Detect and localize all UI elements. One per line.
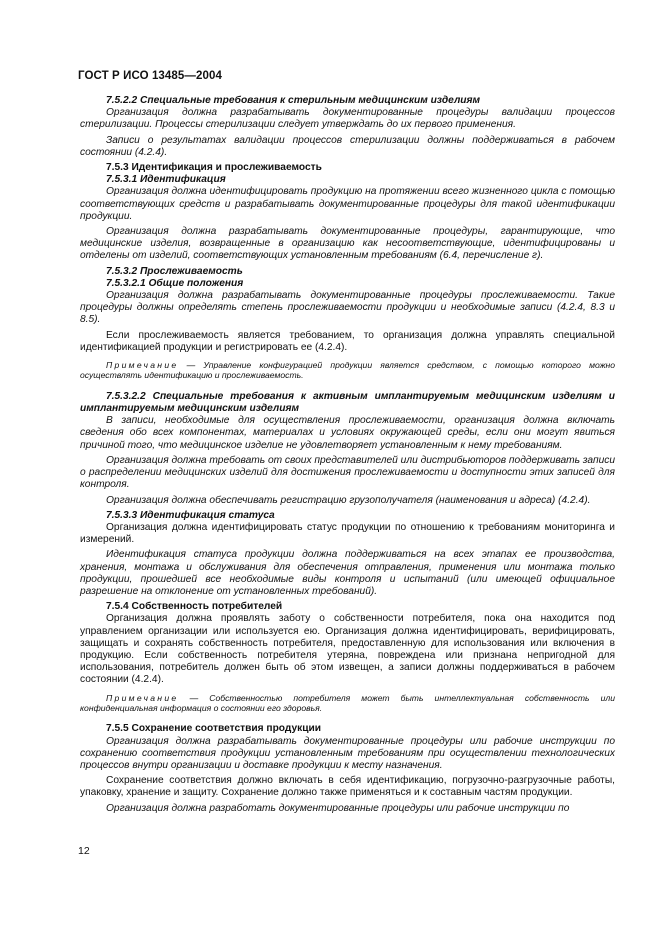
paragraph: Организация должна идентифицировать статус продукции по отношению к требованиям мониторинга и измерений. (80, 521, 615, 546)
paragraph: Сохранение соответствия должно включать в себя идентификацию, погрузочно-разгрузочные работы, упаковку, хранение и защиту. Сохранение должно также применяться и к составным частям продукции. (80, 775, 615, 799)
note (80, 693, 615, 714)
section-heading-7-5-3: 7.5.3 Идентификация и прослеживаемость (106, 162, 322, 174)
section-heading-7-5-3-1: 7.5.3.1 Идентификация (106, 174, 226, 186)
paragraph: Организация должна проявлять заботу о собственности потребителя, пока она находится под управлением организации или используется ею. Организация должна идентифицировать, верифицировать, защищать и сохранять собственность потребителя, предоставленную для использования или включения в продукцию. Если собственность потребителя утеряна, повреждена или признана непригодной для использования, потребитель должен быть об этом извещен, а записи должны поддерживаться в рабочем состоянии (4.2.4). (80, 613, 615, 686)
paragraph: Организация должна разработать документированные процедуры или рабочие инструкции по (106, 802, 570, 814)
section-heading-7-5-3-2: 7.5.3.2 Прослеживаемость (106, 265, 243, 277)
note-label: Примечание (106, 692, 179, 703)
note (80, 360, 615, 381)
section-heading-7-5-4: 7.5.4 Собственность потребителей (106, 601, 283, 613)
section-heading-7-5-3-3: 7.5.3.3 Идентификация статуса (106, 509, 275, 521)
paragraph: Организация должна обеспечивать регистрацию грузополучателя (наименования и адреса) (4.2.4). (106, 494, 591, 506)
note-text: — Управление конфигурацией продукции является средством, с помощью которого можно осуществлять идентификацию и прослеживаемость. (80, 360, 615, 381)
paragraph: Записи о результатах валидации процессов стерилизации должны поддерживаться в рабочем состоянии (4.2.4). (80, 134, 615, 158)
section-heading-7-5-3-2-2: 7.5.3.2.2 Специальные требования к активным имплантируемым медицинским изделиям и имплантируемым медицинским изделиям (80, 390, 615, 415)
note-text: — Собственностью потребителя может быть интеллектуальная собственность или конфиденциальная информация о состоянии его здоровья. (80, 692, 616, 713)
paragraph: Идентификация статуса продукции должна поддерживаться на всех этапах ее производства, хранения, монтажа и обслуживания для обеспечения отправления, применения или монтажа только продукции, прошедшей все необходимые виды контроля и испытаний (или имеющей официальное разрешение на отклонение от установленных требований). (80, 549, 615, 597)
section-heading-7-5-3-2-1: 7.5.3.2.1 Общие положения (106, 277, 244, 289)
paragraph: В записи, необходимые для осуществления прослеживаемости, организация должна включать сведения обо всех компонентах, материалах и условиях окружающей среды, если они могут явиться причиной того, что медицинское изделие не удовлетворяет установленным к нему требованиям. (80, 415, 615, 451)
section-heading-7-5-2-2: 7.5.2.2 Специальные требования к стерильным медицинским изделиям (106, 95, 481, 106)
paragraph: Организация должна разрабатывать документированные процедуры, гарантирующие, что медицинские изделия, возвращенные в организацию как несоответствующие, идентифицированы и отделены от изделий, соответствующих установленным требованиям (6.4, перечисление г). (80, 226, 615, 262)
paragraph: Организация должна требовать от своих представителей или дистрибьюторов поддерживать записи о распределении медицинских изделий для достижения прослеживаемости и доступности этих записей для контроля. (80, 454, 615, 491)
note-label: Примечание (106, 360, 179, 371)
paragraph: Организация должна разрабатывать документированные процедуры или рабочие инструкции по сохранению соответствия продукции установленным требованиям при осуществлении технологических процессов внутри организации и доставке продукции к месту назначения. (80, 735, 615, 771)
document-header: ГОСТ Р ИСО 13485—2004 (78, 70, 223, 82)
page-number: 12 (78, 845, 90, 857)
paragraph: Если прослеживаемость является требованием, то организация должна управлять специальной идентификацией продукции и регистрировать ее (4.2.4). (80, 329, 615, 353)
paragraph: Организация должна идентифицировать продукцию на протяжении всего жизненного цикла с помощью соответствующих средств и разрабатывать документированные процедуры для такой идентификации продукции. (80, 186, 615, 222)
section-heading-7-5-5: 7.5.5 Сохранение соответствия продукции (106, 723, 322, 735)
document-body (80, 95, 615, 818)
paragraph: Организация должна разрабатывать документированные процедуры валидации процессов стерилизации. Процессы стерилизации следует утверждать до их первого применения. (80, 107, 615, 131)
paragraph: Организация должна разрабатывать документированные процедуры прослеживаемости. Такие процедуры должны определять степень прослеживаемости продукции и необходимые записи (4.2.4, 8.3 и 8.5). (80, 290, 615, 326)
